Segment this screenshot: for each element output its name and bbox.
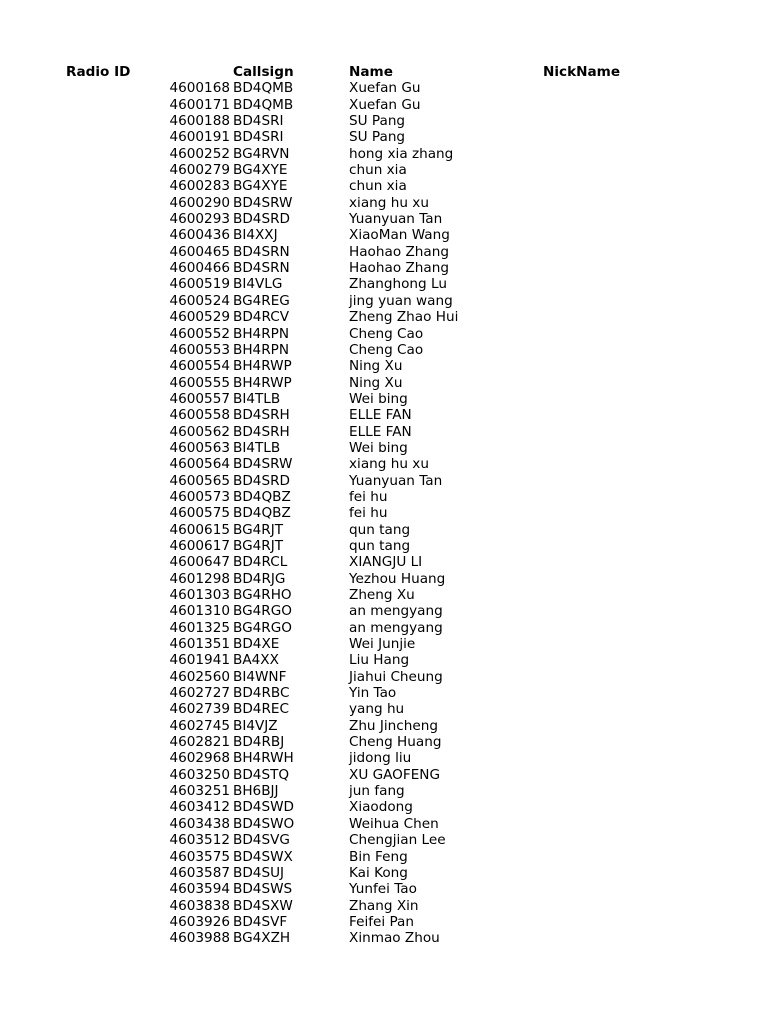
callsign-cell: BH4RWP	[233, 374, 292, 391]
table-row	[0, 914, 768, 930]
table-row	[0, 587, 768, 603]
radio-id-cell: 4600465	[169, 243, 230, 260]
name-cell: Yezhou Huang	[349, 570, 446, 587]
callsign-cell: BD4SWO	[233, 815, 295, 832]
radio-id-cell: 4600283	[169, 178, 230, 195]
name-cell: Xuefan Gu	[349, 80, 421, 97]
radio-id-cell: 4603251	[169, 783, 230, 800]
table-row	[0, 489, 768, 505]
name-cell: Xinmao Zhou	[349, 930, 440, 947]
table-row	[0, 244, 768, 260]
name-cell: Zheng Zhao Hui	[349, 309, 459, 326]
name-cell: Wei bing	[349, 439, 408, 456]
radio-id-cell: 4600615	[169, 521, 230, 538]
name-cell: Xuefan Gu	[349, 96, 421, 113]
table-row	[0, 473, 768, 489]
radio-id-cell: 4600558	[169, 407, 230, 424]
radio-id-cell: 4603438	[169, 815, 230, 832]
callsign-cell: BD4QMB	[233, 96, 294, 113]
callsign-cell: BD4SRW	[233, 456, 293, 473]
name-cell: Ning Xu	[349, 358, 403, 375]
callsign-cell: BD4SRH	[233, 407, 290, 424]
header-name: Name	[349, 64, 393, 80]
name-cell: Yunfei Tao	[349, 881, 417, 898]
radio-id-cell: 4601325	[169, 619, 230, 636]
radio-id-cell: 4603838	[169, 897, 230, 914]
name-cell: xiang hu xu	[349, 194, 429, 211]
table-row	[0, 391, 768, 407]
name-cell: XU GAOFENG	[349, 766, 440, 783]
table-row	[0, 898, 768, 914]
table-row	[0, 669, 768, 685]
table-row	[0, 620, 768, 636]
callsign-cell: BD4XE	[233, 636, 280, 653]
radio-id-cell: 4603988	[169, 930, 230, 947]
callsign-cell: BI4XXJ	[233, 227, 278, 244]
name-cell: Zhang Xin	[349, 897, 419, 914]
table-row	[0, 440, 768, 456]
name-cell: hong xia zhang	[349, 145, 454, 162]
radio-id-cell: 4603412	[169, 799, 230, 816]
radio-id-cell: 4601351	[169, 636, 230, 653]
radio-id-cell: 4601941	[169, 652, 230, 669]
callsign-cell: BH4RWH	[233, 750, 294, 767]
name-cell: fei hu	[349, 505, 388, 522]
table-row	[0, 554, 768, 570]
radio-id-cell: 4600519	[169, 276, 230, 293]
table-row	[0, 309, 768, 325]
name-cell: Cheng Cao	[349, 341, 424, 358]
name-cell: fei hu	[349, 488, 388, 505]
radio-id-cell: 4600279	[169, 162, 230, 179]
table-row	[0, 603, 768, 619]
name-cell: Weihua Chen	[349, 815, 439, 832]
table-row	[0, 407, 768, 423]
callsign-cell: BH6BJJ	[233, 783, 279, 800]
table-row	[0, 358, 768, 374]
table-row	[0, 456, 768, 472]
name-cell: Yuanyuan Tan	[349, 472, 443, 489]
callsign-cell: BD4STQ	[233, 766, 290, 783]
table-row	[0, 326, 768, 342]
radio-id-cell: 4601303	[169, 587, 230, 603]
table-header-row	[0, 64, 768, 80]
table-row	[0, 276, 768, 292]
callsign-cell: BD4SRD	[233, 211, 290, 228]
callsign-cell: BG4REG	[233, 292, 290, 309]
callsign-cell: BA4XX	[233, 652, 279, 669]
radio-id-cell: 4602745	[169, 717, 230, 734]
radio-id-cell: 4600575	[169, 505, 230, 522]
name-cell: jing yuan wang	[349, 292, 453, 309]
name-cell: Haohao Zhang	[349, 260, 449, 277]
name-cell: ELLE FAN	[349, 407, 412, 424]
name-cell: Ning Xu	[349, 374, 403, 391]
callsign-cell: BG4XYE	[233, 162, 288, 179]
radio-id-cell: 4600436	[169, 227, 230, 244]
radio-id-cell: 4600293	[169, 211, 230, 228]
callsign-cell: BD4SVG	[233, 832, 290, 849]
callsign-cell: BD4SRN	[233, 243, 290, 260]
name-cell: SU Pang	[349, 129, 406, 146]
table-row	[0, 571, 768, 587]
callsign-cell: BD4SRD	[233, 472, 290, 489]
radio-id-cell: 4600573	[169, 488, 230, 505]
callsign-cell: BD4RJG	[233, 570, 286, 587]
table-row	[0, 195, 768, 211]
name-cell: XiaoMan Wang	[349, 227, 450, 244]
radio-id-cell: 4600171	[169, 96, 230, 113]
table-row	[0, 685, 768, 701]
table-row	[0, 750, 768, 766]
table-row	[0, 505, 768, 521]
radio-id-cell: 4600647	[169, 554, 230, 571]
callsign-cell: BD4RCL	[233, 554, 288, 571]
callsign-cell: BD4SWD	[233, 799, 294, 816]
name-cell: Zhanghong Lu	[349, 276, 447, 293]
callsign-cell: BH4RPN	[233, 341, 290, 358]
contact-table	[0, 64, 768, 947]
radio-id-cell: 4600466	[169, 260, 230, 277]
callsign-cell: BD4SVF	[233, 913, 288, 930]
name-cell: Chengjian Lee	[349, 832, 446, 849]
table-row	[0, 146, 768, 162]
callsign-cell: BG4RGO	[233, 619, 292, 636]
callsign-cell: BD4SRI	[233, 129, 284, 146]
radio-id-cell: 4601310	[169, 603, 230, 620]
table-row	[0, 211, 768, 227]
table-row	[0, 865, 768, 881]
callsign-cell: BD4QMB	[233, 80, 294, 97]
radio-id-cell: 4600557	[169, 390, 230, 407]
table-row	[0, 129, 768, 145]
radio-id-cell: 4600252	[169, 145, 230, 162]
callsign-cell: BD4SRW	[233, 194, 293, 211]
radio-id-cell: 4600529	[169, 309, 230, 326]
table-row	[0, 652, 768, 668]
radio-id-cell: 4600565	[169, 472, 230, 489]
radio-id-cell: 4600191	[169, 129, 230, 146]
radio-id-cell: 4600554	[169, 358, 230, 375]
name-cell: qun tang	[349, 537, 411, 554]
callsign-cell: BG4RJT	[233, 521, 284, 538]
callsign-cell: BG4RHO	[233, 587, 292, 603]
name-cell: yang hu	[349, 701, 405, 718]
radio-id-cell: 4600290	[169, 194, 230, 211]
callsign-cell: BD4SWS	[233, 881, 293, 898]
name-cell: Zhu Jincheng	[349, 717, 438, 734]
radio-id-cell: 4600564	[169, 456, 230, 473]
callsign-cell: BD4SRH	[233, 423, 290, 440]
table-row	[0, 227, 768, 243]
table-row	[0, 930, 768, 946]
name-cell: Kai Kong	[349, 864, 408, 881]
name-cell: Bin Feng	[349, 848, 408, 865]
callsign-cell: BI4WNF	[233, 668, 287, 685]
table-row	[0, 832, 768, 848]
callsign-cell: BI4VLG	[233, 276, 283, 293]
table-row	[0, 849, 768, 865]
radio-id-cell: 4603594	[169, 881, 230, 898]
name-cell: XIANGJU LI	[349, 554, 423, 571]
radio-id-cell: 4602560	[169, 668, 230, 685]
callsign-cell: BD4QBZ	[233, 488, 291, 505]
radio-id-cell: 4600617	[169, 537, 230, 554]
callsign-cell: BD4SRN	[233, 260, 290, 277]
callsign-cell: BI4VJZ	[233, 717, 278, 734]
radio-id-cell: 4602968	[169, 750, 230, 767]
radio-id-cell: 4600562	[169, 423, 230, 440]
name-cell: jun fang	[349, 783, 405, 800]
name-cell: chun xia	[349, 162, 407, 179]
table-row	[0, 734, 768, 750]
table-row	[0, 178, 768, 194]
name-cell: Cheng Cao	[349, 325, 424, 342]
header-nickname: NickName	[543, 64, 621, 80]
table-row	[0, 701, 768, 717]
callsign-cell: BG4RJT	[233, 537, 284, 554]
table-row	[0, 881, 768, 897]
callsign-cell: BG4XYE	[233, 178, 288, 195]
name-cell: Jiahui Cheung	[349, 668, 443, 685]
name-cell: Yuanyuan Tan	[349, 211, 443, 228]
callsign-cell: BI4TLB	[233, 439, 281, 456]
table-row	[0, 522, 768, 538]
radio-id-cell: 4600524	[169, 292, 230, 309]
callsign-cell: BG4RVN	[233, 145, 290, 162]
table-row	[0, 80, 768, 96]
radio-id-cell: 4602821	[169, 734, 230, 751]
callsign-cell: BD4RCV	[233, 309, 290, 326]
radio-id-cell: 4600563	[169, 439, 230, 456]
table-row	[0, 816, 768, 832]
radio-id-cell: 4602727	[169, 685, 230, 702]
radio-id-cell: 4600555	[169, 374, 230, 391]
name-cell: an mengyang	[349, 603, 443, 620]
name-cell: Xiaodong	[349, 799, 413, 816]
table-row	[0, 767, 768, 783]
radio-id-cell: 4603587	[169, 864, 230, 881]
name-cell: xiang hu xu	[349, 456, 429, 473]
callsign-cell: BD4RBC	[233, 685, 290, 702]
name-cell: Wei bing	[349, 390, 408, 407]
table-row	[0, 636, 768, 652]
table-row	[0, 799, 768, 815]
header-radio-id: Radio ID	[66, 64, 131, 80]
name-cell: Cheng Huang	[349, 734, 442, 751]
callsign-cell: BD4SRI	[233, 113, 284, 130]
radio-id-cell: 4603512	[169, 832, 230, 849]
name-cell: Zheng Xu	[349, 587, 415, 603]
table-row	[0, 342, 768, 358]
radio-id-cell: 4603926	[169, 913, 230, 930]
name-cell: an mengyang	[349, 619, 443, 636]
table-row	[0, 293, 768, 309]
table-row	[0, 538, 768, 554]
radio-id-cell: 4600552	[169, 325, 230, 342]
callsign-cell: BD4RBJ	[233, 734, 285, 751]
callsign-cell: BD4QBZ	[233, 505, 291, 522]
radio-id-cell: 4600188	[169, 113, 230, 130]
name-cell: Haohao Zhang	[349, 243, 449, 260]
callsign-cell: BD4SXW	[233, 897, 293, 914]
callsign-cell: BG4RGO	[233, 603, 292, 620]
name-cell: chun xia	[349, 178, 407, 195]
callsign-cell: BD4SWX	[233, 848, 293, 865]
name-cell: SU Pang	[349, 113, 406, 130]
table-row	[0, 718, 768, 734]
table-row	[0, 375, 768, 391]
callsign-cell: BD4SUJ	[233, 864, 285, 881]
radio-id-cell: 4603575	[169, 848, 230, 865]
callsign-cell: BG4XZH	[233, 930, 291, 947]
name-cell: Feifei Pan	[349, 913, 414, 930]
name-cell: Liu Hang	[349, 652, 410, 669]
header-callsign: Callsign	[233, 64, 294, 80]
table-body	[0, 80, 768, 946]
radio-id-cell: 4600168	[169, 80, 230, 97]
radio-id-cell: 4600553	[169, 341, 230, 358]
callsign-cell: BH4RPN	[233, 325, 290, 342]
name-cell: ELLE FAN	[349, 423, 412, 440]
table-row	[0, 162, 768, 178]
callsign-cell: BH4RWP	[233, 358, 292, 375]
radio-id-cell: 4603250	[169, 766, 230, 783]
table-row	[0, 783, 768, 799]
name-cell: jidong liu	[349, 750, 412, 767]
table-row	[0, 424, 768, 440]
radio-id-cell: 4602739	[169, 701, 230, 718]
name-cell: Yin Tao	[349, 685, 397, 702]
table-row	[0, 260, 768, 276]
callsign-cell: BI4TLB	[233, 390, 281, 407]
radio-id-cell: 4601298	[169, 570, 230, 587]
table-row	[0, 113, 768, 129]
table-row	[0, 97, 768, 113]
callsign-cell: BD4REC	[233, 701, 289, 718]
name-cell: Wei Junjie	[349, 636, 416, 653]
name-cell: qun tang	[349, 521, 411, 538]
